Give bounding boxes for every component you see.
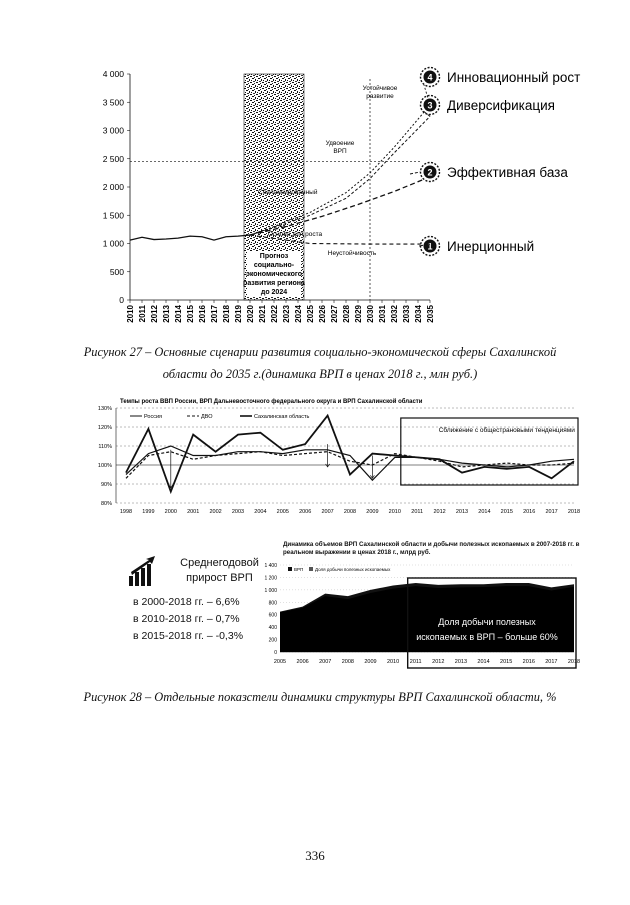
x-tick-label: 2010 xyxy=(386,659,400,665)
scenario-marker-number: 4 xyxy=(427,72,433,83)
x-tick-label: 2004 xyxy=(254,509,267,515)
x-tick-label: 2030 xyxy=(366,305,375,323)
x-tick-label: 2013 xyxy=(455,509,469,515)
y-tick-label: 600 xyxy=(268,612,277,619)
y-tick-label: 0 xyxy=(274,650,277,656)
forecast-label-line: развития региона xyxy=(243,280,305,287)
x-tick-label: 2023 xyxy=(282,305,291,323)
x-tick-label: 2011 xyxy=(409,659,422,665)
efficient-connector xyxy=(410,172,420,174)
x-tick-label: 2032 xyxy=(390,305,399,323)
y-tick-label: 110% xyxy=(98,444,112,450)
annotation-balanced: Сбалансированный xyxy=(258,189,318,196)
x-tick-label: 1999 xyxy=(142,509,155,515)
growth-arrow-icon xyxy=(129,556,155,586)
x-tick-label: 2016 xyxy=(198,305,207,323)
y-tick-label: 80% xyxy=(100,501,112,507)
x-tick-label: 2012 xyxy=(432,659,445,665)
x-tick-label: 2029 xyxy=(354,305,363,323)
x-tick-label: 2017 xyxy=(545,509,558,515)
legend-swatch xyxy=(309,567,313,571)
scenario-name: Инерционный xyxy=(447,239,535,254)
x-tick-label: 2003 xyxy=(231,509,245,515)
x-tick-label: 2011 xyxy=(138,305,147,323)
x-tick-label: 2015 xyxy=(500,659,513,665)
figure-27-caption: Рисунок 27 – Основные сценарии развития социально-экономической сферы Сахалинской области до 2035 г.(динамика ВРП в ценах 2018 г., млн руб.) xyxy=(83,345,557,381)
x-tick-label: 2013 xyxy=(454,659,468,665)
x-tick-label: 2015 xyxy=(186,305,195,323)
x-tick-label: 2021 xyxy=(258,305,267,323)
scenario-name: Инновационный рост xyxy=(447,70,581,85)
x-tick-label: 2001 xyxy=(187,509,200,515)
legend-swatch xyxy=(288,567,292,571)
x-tick-label: 2009 xyxy=(364,659,377,665)
x-tick-label: 2010 xyxy=(126,305,135,323)
x-tick-label: 2008 xyxy=(343,509,357,515)
y-tick-label: 1 000 xyxy=(264,587,277,594)
x-tick-label: 2013 xyxy=(162,305,171,323)
scenario-name: Эффективная база xyxy=(447,165,568,180)
x-tick-label: 2018 xyxy=(222,305,231,323)
x-tick-label: 2005 xyxy=(276,509,289,515)
grp-volume-chart xyxy=(264,563,580,668)
x-tick-label: 2026 xyxy=(318,305,327,323)
legend-label: ДВО xyxy=(201,414,213,420)
y-tick-label: 3 000 xyxy=(102,125,124,136)
y-tick-label: 400 xyxy=(268,625,277,632)
y-tick-label: 800 xyxy=(268,600,277,607)
forecast-label-line: Прогноз xyxy=(259,253,289,260)
x-tick-label: 2022 xyxy=(270,305,279,323)
annotation-doubling: Удвоение xyxy=(325,140,355,147)
x-tick-label: 2007 xyxy=(319,659,332,665)
scenario-marker-number: 2 xyxy=(427,167,433,178)
x-tick-label: 2028 xyxy=(342,305,351,323)
x-tick-label: 1998 xyxy=(119,509,133,515)
x-tick-label: 2014 xyxy=(478,509,491,515)
growth-line-2000-2018: в 2000-2018 гг. – 6,6% xyxy=(133,596,240,608)
mining-share-annotation: Доля добычи полезных xyxy=(438,617,536,627)
x-tick-label: 2005 xyxy=(273,659,287,665)
x-tick-label: 2008 xyxy=(341,659,354,665)
y-tick-label: 200 xyxy=(268,637,277,644)
x-tick-label: 2034 xyxy=(414,305,423,323)
x-tick-label: 2018 xyxy=(567,659,581,665)
growth-rate-chart-legend xyxy=(130,414,309,420)
forecast-period-band xyxy=(243,74,305,300)
growth-rate-chart-title: Темпы роста ВВП России, ВРП Дальневосточного федерального округа и ВРП Сахалинской области xyxy=(120,399,423,405)
y-tick-label: 90% xyxy=(100,482,112,488)
x-tick-label: 2014 xyxy=(174,305,183,323)
y-tick-label: 2 000 xyxy=(102,182,124,192)
annotation-sustainable: развитие xyxy=(366,93,394,100)
annotation-instability: Неустойчивость xyxy=(327,250,377,257)
x-tick-label: 2012 xyxy=(433,509,446,515)
x-tick-label: 2025 xyxy=(306,305,315,323)
growth-line-2015-2018: в 2015-2018 гг. – -0,3% xyxy=(133,630,244,642)
y-tick-label: 4 000 xyxy=(102,69,124,79)
x-tick-label: 2010 xyxy=(388,509,401,515)
forecast-label-line: до 2024 xyxy=(260,289,288,296)
figure-28-caption: Рисунок 28 – Отдельные показстели динамики структуры ВРП Сахалинской области, % xyxy=(83,690,557,704)
scenario-chart xyxy=(103,68,581,323)
x-tick-label: 2031 xyxy=(378,305,387,323)
x-tick-label: 2012 xyxy=(150,305,159,323)
y-tick-label: 1 500 xyxy=(102,210,124,221)
grp-volume-chart-title: Динамика объемов ВРП Сахалинской области и добычи полезных ископаемых в 2007-2018 гг. в реальном выражении в ценах 2018 г., млрд руб. xyxy=(283,541,580,556)
legend-label: Сахалинская область xyxy=(254,414,310,420)
x-tick-label: 2035 xyxy=(426,305,435,323)
convergence-annotation: Сближение с общестрановыми тенденциями xyxy=(438,427,575,434)
growth-rate-chart xyxy=(98,398,580,515)
y-tick-label: 130% xyxy=(97,406,112,412)
grp-volume-chart-areas xyxy=(280,578,576,668)
page-number: 336 xyxy=(305,848,325,863)
average-growth-title: Среднегодовой прирост ВРП xyxy=(180,557,259,584)
y-tick-label: 120% xyxy=(97,425,112,431)
x-tick-label: 2017 xyxy=(545,659,558,665)
x-tick-label: 2007 xyxy=(321,509,334,515)
legend-label: ВРП xyxy=(294,567,304,572)
scenario-chart-annotations xyxy=(258,68,580,258)
y-tick-label: 3 500 xyxy=(102,97,124,108)
y-tick-label: 0 xyxy=(119,295,124,305)
x-tick-label: 2011 xyxy=(411,509,424,515)
x-tick-label: 2006 xyxy=(296,659,309,665)
x-tick-label: 2015 xyxy=(500,509,513,515)
y-tick-label: 1 400 xyxy=(264,563,277,569)
scenario-marker-number: 1 xyxy=(427,241,433,252)
x-tick-label: 2016 xyxy=(522,659,535,665)
x-tick-label: 2014 xyxy=(477,659,490,665)
y-tick-label: 1 200 xyxy=(264,575,277,582)
x-tick-label: 2027 xyxy=(330,305,339,323)
annotation-basics: Основа для роста xyxy=(267,231,323,238)
x-tick-label: 2020 xyxy=(246,305,255,323)
legend-label: Россия xyxy=(144,414,163,420)
annotation-doubling: ВРП xyxy=(333,148,347,155)
scenario-marker-number: 3 xyxy=(427,100,433,111)
growth-line-2010-2018: в 2010-2018 гг. – 0,7% xyxy=(133,613,240,625)
x-tick-label: 2002 xyxy=(209,509,222,515)
historical-line xyxy=(130,235,250,240)
x-tick-label: 2016 xyxy=(523,509,536,515)
x-tick-label: 2024 xyxy=(294,305,303,323)
scenario-name: Диверсификация xyxy=(447,98,555,113)
legend-label: Доля добычи полезных ископаемых xyxy=(315,567,391,572)
forecast-label-line: экономического xyxy=(246,271,302,278)
y-tick-label: 1 000 xyxy=(102,238,124,249)
forecast-label-line: социально- xyxy=(253,262,295,269)
x-tick-label: 2033 xyxy=(402,305,411,323)
x-tick-label: 2006 xyxy=(299,509,312,515)
x-tick-label: 2017 xyxy=(210,305,219,323)
annotation-sustainable: Устойчивое xyxy=(362,85,398,92)
growth-rate-chart-axes xyxy=(98,406,580,515)
x-tick-label: 2018 xyxy=(567,509,581,515)
y-tick-label: 100% xyxy=(97,463,112,469)
y-tick-label: 500 xyxy=(109,266,124,277)
mining-share-annotation: ископаемых в ВРП – больше 60% xyxy=(416,632,558,642)
x-tick-label: 2009 xyxy=(366,509,379,515)
x-tick-label: 2019 xyxy=(234,305,243,323)
y-tick-label: 2 500 xyxy=(102,153,124,164)
x-tick-label: 2000 xyxy=(164,509,177,515)
